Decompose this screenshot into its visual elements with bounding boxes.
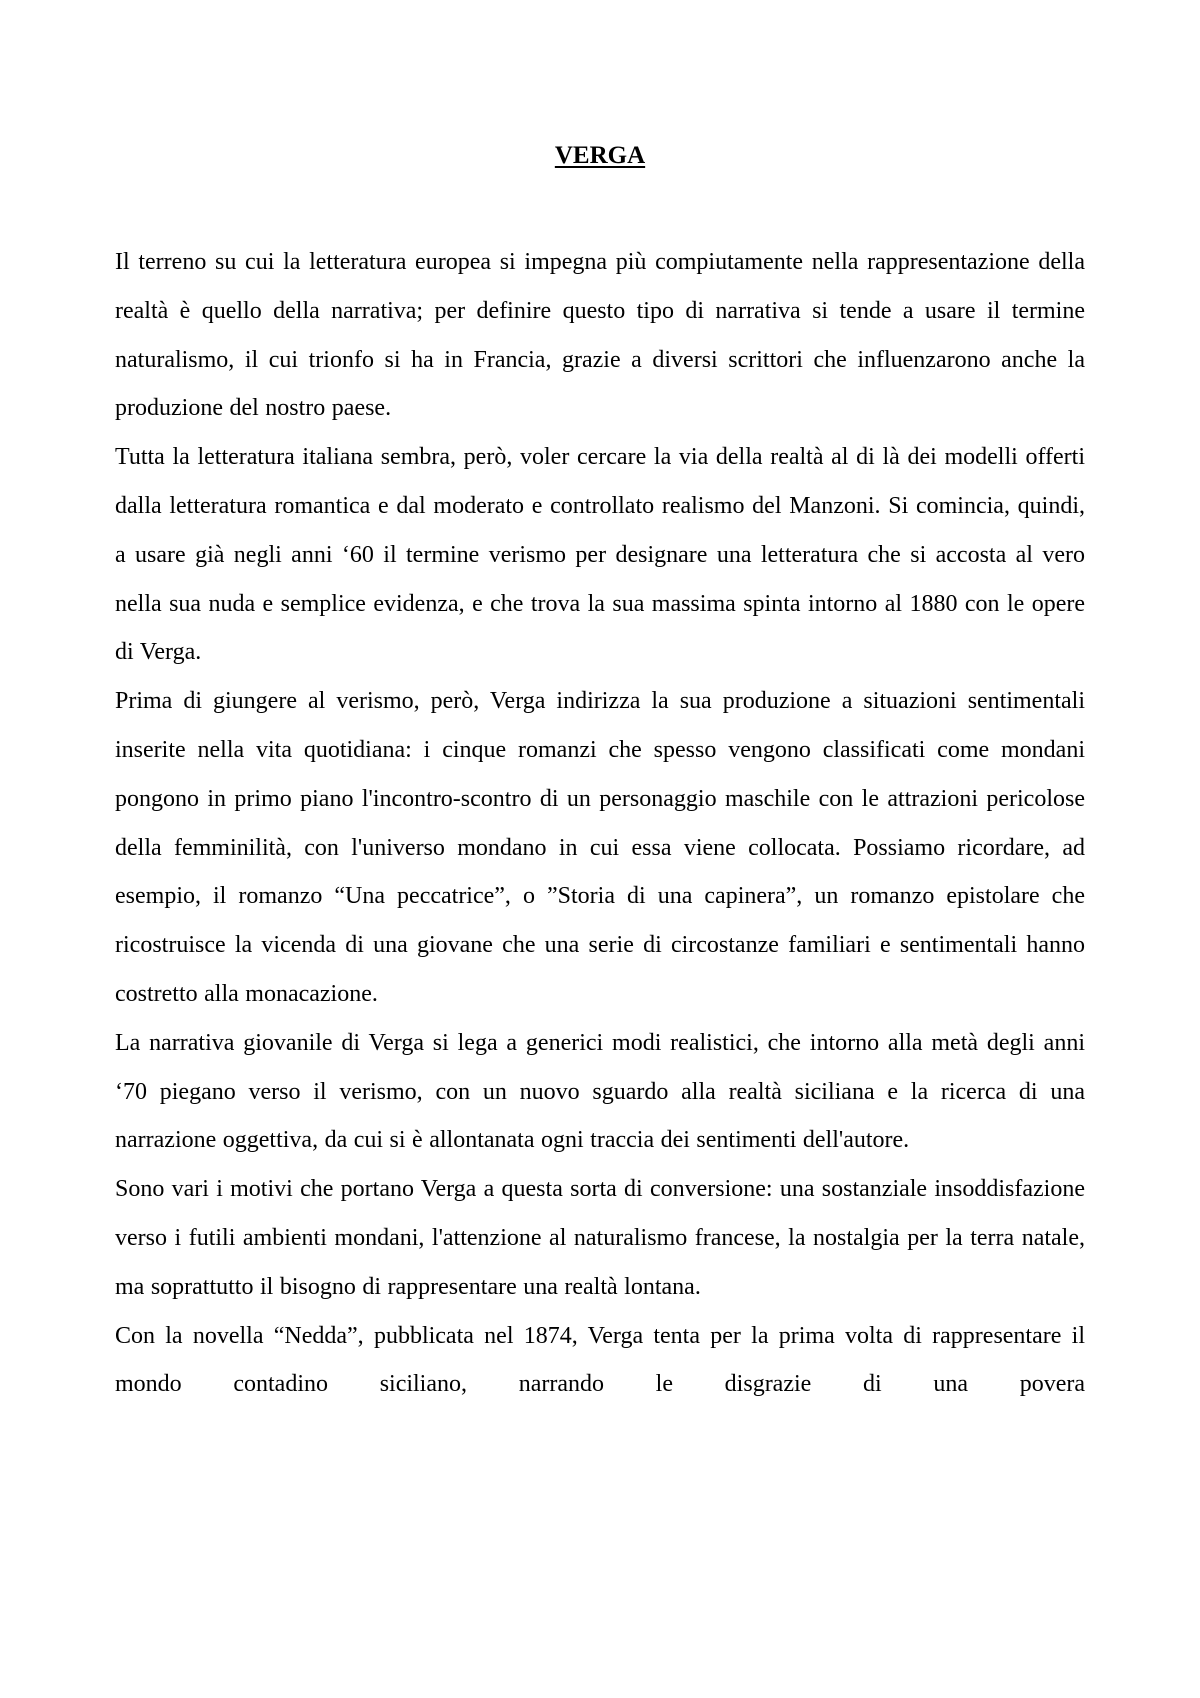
paragraph: Sono vari i motivi che portano Verga a questa sorta di conversione: una sostanziale insoddisfazione verso i futili ambienti mondani, l'attenzione al naturalismo francese, la nostalgia per la terra natale, ma soprattutto il bisogno di rappresentare una realtà lontana.	[115, 1176, 1085, 1300]
paragraph: Prima di giungere al verismo, però, Verga indirizza la sua produzione a situazioni sentimentali inserite nella vita quotidiana: i cinque romanzi che spesso vengono classificati come mondani pongono in primo piano l'incontro-scontro di un personaggio maschile con le attrazioni pericolose della femminilità, con l'universo mondano in cui essa viene collocata. Possiamo ricordare, ad esempio, il romanzo “Una peccatrice”, o ”Storia di una capinera”, un romanzo epistolare che ricostruisce la vicenda di una giovane che una serie di circostanze familiari e sentimentali hanno costretto alla monacazione.	[115, 688, 1085, 1007]
paragraph: La narrativa giovanile di Verga si lega a generici modi realistici, che intorno alla metà degli anni ‘70 piegano verso il verismo, con un nuovo sguardo alla realtà siciliana e la ricerca di una narrazione oggettiva, da cui si è allontanata ogni traccia dei sentimenti dell'autore.	[115, 1029, 1085, 1154]
paragraph: Il terreno su cui la letteratura europea si impegna più compiutamente nella rappresentazione della realtà è quello della narrativa; per definire questo tipo di narrativa si tende a usare il termine naturalismo, il cui trionfo si ha in Francia, grazie a diversi scrittori che influenzarono anche la produzione del nostro paese.	[115, 249, 1085, 422]
paragraph: Tutta la letteratura italiana sembra, però, voler cercare la via della realtà al di là dei modelli offerti dalla letteratura romantica e dal moderato e controllato realismo del Manzoni. Si comincia, quindi, a usare già negli anni ‘60 il termine verismo per designare una letteratura che si accosta al vero nella sua nuda e semplice evidenza, e che trova la sua massima spinta intorno al 1880 con le opere di Verga.	[115, 444, 1085, 666]
page-title	[0, 141, 1200, 171]
paragraph: Con la novella “Nedda”, pubblicata nel 1874, Verga tenta per la prima volta di rappresentare il mondo contadino siciliano, narrando le disgrazie di una povera	[115, 1322, 1085, 1398]
page-title-text: VERGA	[554, 142, 646, 169]
body-text	[115, 238, 1085, 1409]
